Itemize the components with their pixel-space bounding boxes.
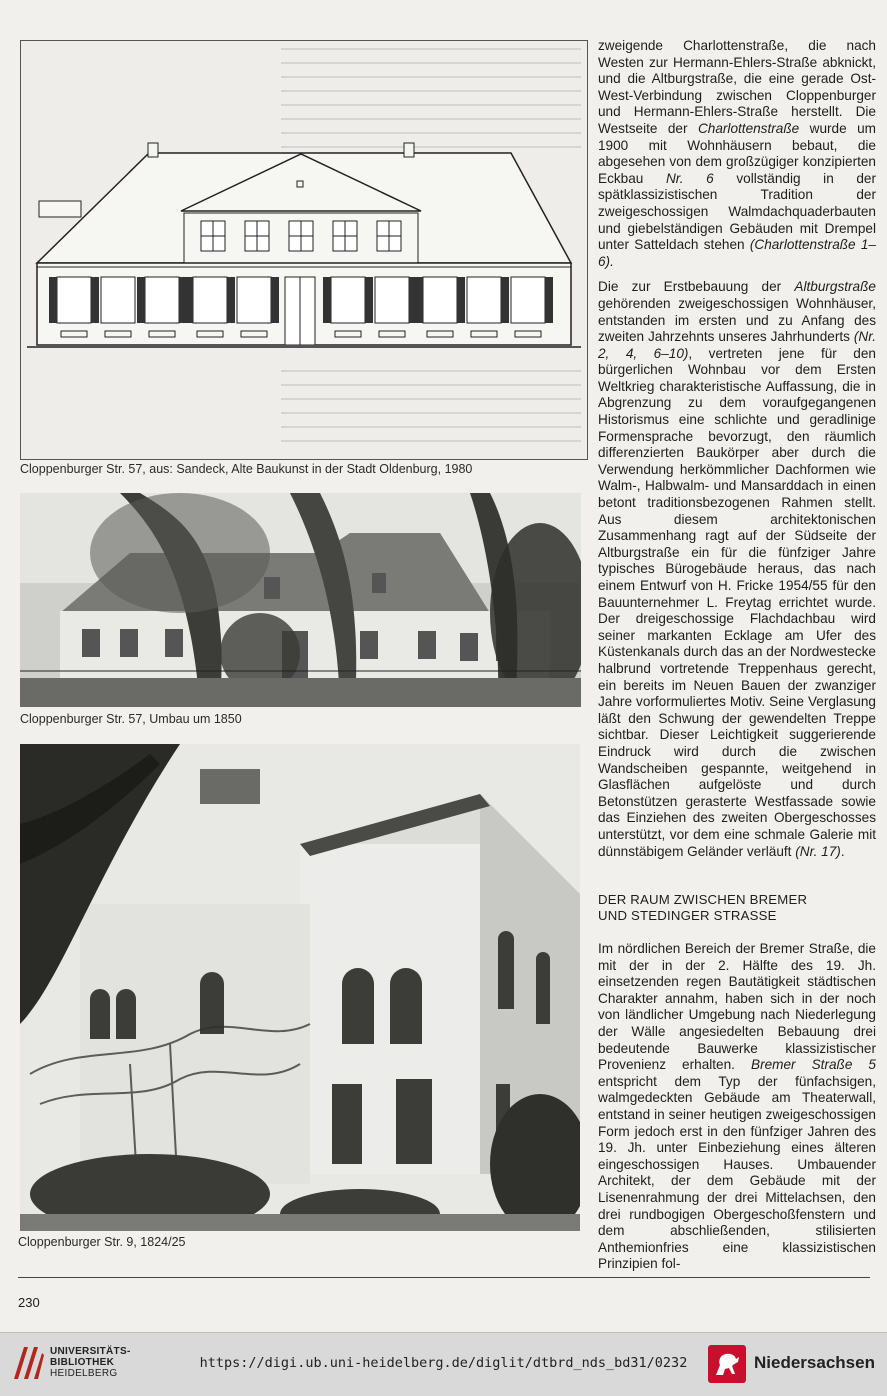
library-line-2: BIBLIOTHEK xyxy=(50,1357,115,1368)
figure-photo-villa xyxy=(20,744,580,1231)
p2-run: , vertreten jene für den bürgerlichen Wohnbau vor dem Ersten Weltkrieg charakteristische Auffassung, die in Abgrenzung zu dem voraufgegangenen Historismus eine schlichte und geradlinige Formensprache bevorzugt, den räumlich differenzierten Baukörper aber durch die Verwendung herkömmlicher Dachformen wie Walm-, Halbwalm- und Mansarddach in einen betont traditionsbezogenen Rahmen stellt. Aus diesem architektonischen Zusammenhang ragt auf der Südseite der Altburgstraße ein für die fünfziger Jahre typisches Bürogebäude heraus, das nach einem Entwurf von H. Fricke 1954/55 für den Bauunternehmer L. Freytag errichtet wurde. Der dreigeschossige Flachdachbau wird seiner markanten Ecklage am Ufer des Küstenkanals durch das an der Nordwestecke halbrund vortretende Treppenhaus gerecht, ein bereits im Neuen Bauen der zwanziger Jahre vorformuliertes Motiv. Seine Verglasung läßt den Schwung der gewendelten Treppe sichtbar. Dieser Leichtigkeit suggerierende Eindruck wird durch die zwischen Wandscheiben gespannte, weitgehend in Glasflächen aufgelöste und durch Betonstützen gerasterte Westfassade sowie das Einziehen des zweiten Obergeschosses unterstützt, vor dem eine schmale Galerie mit dünnstäbigem Geländer verläuft xyxy=(598,345,876,859)
footer-bar xyxy=(0,1332,887,1396)
figure-3-caption: Cloppenburger Str. 9, 1824/25 xyxy=(18,1235,186,1249)
text-column-upper xyxy=(598,38,876,860)
paragraph-bremer-strasse xyxy=(598,941,876,1273)
p3-run: Im nördlichen Bereich der Bremer Straße, die mit der in der 2. Hälfte des 19. Jh. einsetzenden regen Bautätigkeit städtischen Charakter annahm, haben sich in der noch von ländlicher Umgebung nach Niederlegung der Wälle angesiedelten Bebauung drei bedeutende Bauwerke klassizistischer Provenienz erhalten. xyxy=(598,941,876,1073)
p2-run: (Nr. 2, 4, 6–10) xyxy=(598,329,876,361)
figure-1-caption: Cloppenburger Str. 57, aus: Sandeck, Alte Baukunst in der Stadt Oldenburg, 1980 xyxy=(20,462,473,476)
photo-villa xyxy=(20,744,580,1231)
p3-run: entspricht dem Typ der fünfachsigen, walmgedeckten Gebäude am Theaterwall, entstand in seiner heutigen zweigeschossigen Form jedoch erst in den fünfziger Jahren des 19. Jh. unter Einbeziehung eines älteren eingeschossigen Hauses. Umbauender Architekt, der dem Gebäude mit der Lisenenrahmung der drei Mittelachsen, den drei rundbogigen Obergeschoßfenstern und dem abschließenden, stilisierten Anthemionfries eine klassizistischen Prinzipien fol- xyxy=(598,1073,876,1272)
p2-run: Altburgstraße xyxy=(794,279,876,295)
library-line-1: UNIVERSITÄTS- xyxy=(50,1346,131,1357)
elevation-drawing xyxy=(21,41,587,459)
section-heading-line-1: DER RAUM ZWISCHEN BREMER xyxy=(598,892,808,907)
figure-2-caption: Cloppenburger Str. 57, Umbau um 1850 xyxy=(20,712,242,726)
section-heading xyxy=(598,892,876,924)
p1-run: wurde um 1900 mit Wohnhäusern bebaut, die abgesehen von dem großzügiger konzipierten Eckbau xyxy=(598,120,877,186)
p2-run: . xyxy=(840,843,845,859)
photo-umbau xyxy=(20,493,581,707)
p3-run: Bremer Straße 5 xyxy=(751,1057,876,1073)
p2-run: gehörenden zweigeschossigen Wohnhäuser, entstanden im ersten und zu Anfang des zweiten Jahrzehnts unseres Jahrhunderts xyxy=(598,295,876,345)
figure-elevation-drawing xyxy=(20,40,588,460)
p1-run: vollständig in der spätklassizistischen Tradition der zweigeschossigen Walmdachquaderbauten und giebelständigen Gebäuden mit Drempel unter Satteldach stehen xyxy=(598,170,876,253)
p1-run: zweigende Charlottenstraße, die nach Westen zur Hermann-Ehlers-Straße abknickt, und die Altburgstraße, die eine gerade Ost-West-Verbindung zwischen Cloppenburger und Hermann-Ehlers-Straße herstellt. Die Westseite der xyxy=(598,38,876,136)
paragraph-altburgstrasse xyxy=(598,279,876,860)
p2-run: (Nr. 17) xyxy=(795,843,841,859)
paragraph-charlottenstrasse xyxy=(598,38,876,270)
figure-photo-umbau xyxy=(20,493,581,707)
library-line-3: HEIDELBERG xyxy=(50,1368,118,1379)
section-heading-line-2: UND STEDINGER STRASSE xyxy=(598,908,777,923)
text-column-lower xyxy=(598,941,876,1273)
permalink-url[interactable]: https://digi.ub.uni-heidelberg.de/diglit/dtbrd_nds_bd31/0232 xyxy=(199,1355,688,1371)
page-number: 230 xyxy=(18,1295,40,1310)
footer-rule xyxy=(18,1277,870,1278)
p1-run: (Charlottenstraße 1–6). xyxy=(598,237,876,269)
p2-run: Die zur Erstbebauung der xyxy=(598,279,795,295)
p1-run: Nr. 6 xyxy=(665,170,714,186)
partner-name[interactable]: Niedersachsen xyxy=(754,1353,875,1372)
p1-run: Charlottenstraße xyxy=(697,120,800,136)
niedersachsen-horse-icon[interactable] xyxy=(708,1345,746,1383)
